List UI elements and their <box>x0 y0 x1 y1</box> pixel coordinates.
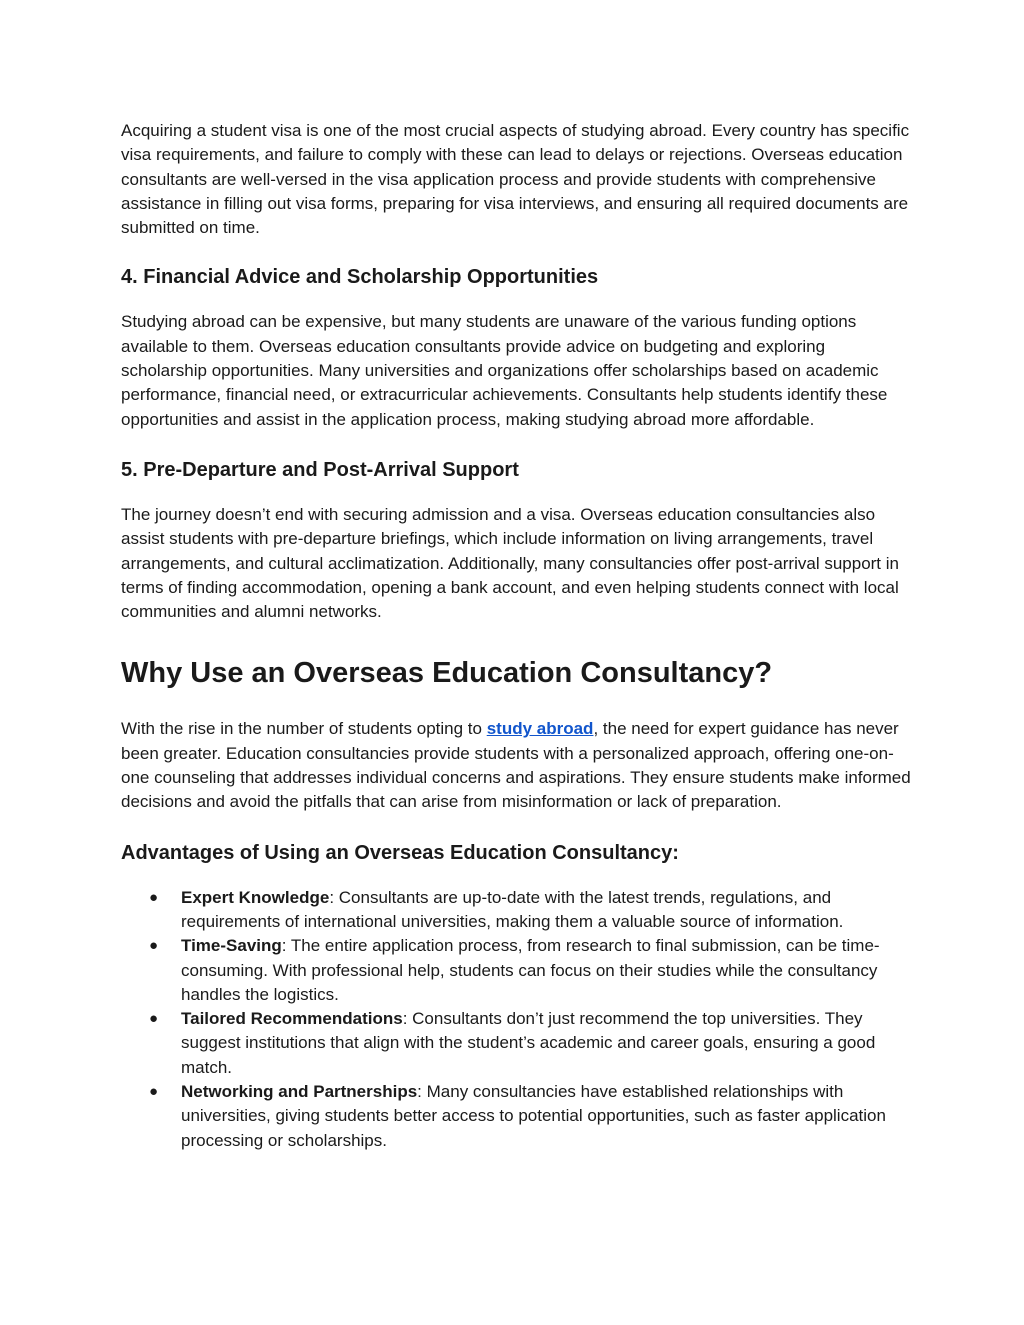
advantages-list <box>121 886 911 1153</box>
bullet-icon: ● <box>149 1083 159 1101</box>
list-item-text: : Consultants are up-to-date with the latest trends, regulations, and requirements of international universities, making them a valuable source of information. <box>181 887 844 931</box>
heading-advantages: Advantages of Using an Overseas Education Consultancy: <box>121 841 679 864</box>
section-heading-financial-advice: 4. Financial Advice and Scholarship Opportunities <box>121 266 599 289</box>
why-text-after-link: , the need for expert guidance has never been greater. Education consultancies provide students with a personalized approach, offering one-on-one counseling that addresses individual concerns and aspirations. They ensure students make informed decisions and avoid the pitfalls that can arise from misinformation or lack of preparation. <box>121 719 911 812</box>
list-item-expert-knowledge <box>149 886 911 935</box>
list-item-term: Tailored Recommendations <box>181 1009 403 1029</box>
list-item-networking-partnerships <box>149 1080 911 1153</box>
pre-departure-paragraph: The journey doesn’t end with securing admission and a visa. Overseas education consultancies also assist students with pre-departure briefings, which include information on living arrangements, travel arrangements, and cultural acclimatization. Additionally, many consultancies offer post-arrival support in terms of finding accommodation, opening a bank account, and even helping students connect with local communities and alumni networks. <box>121 504 899 622</box>
study-abroad-link[interactable]: study abroad <box>486 719 594 739</box>
why-text-before-link: With the rise in the number of students opting to <box>121 719 487 739</box>
list-item-text: : The entire application process, from research to final submission, can be time-consuming. With professional help, students can focus on their studies while the consultancy handles the logistics. <box>181 936 880 1004</box>
section-heading-pre-departure: 5. Pre-Departure and Post-Arrival Support <box>121 458 519 481</box>
financial-advice-paragraph: Studying abroad can be expensive, but many students are unaware of the various funding options available to them. Overseas education consultants provide advice on budgeting and exploring scholarship opportunities. Many universities and organizations offer scholarships based on academic performance, financial need, or extracurricular achievements. Consultants help students identify these opportunities and assist in the application process, making studying abroad more affordable. <box>121 312 888 429</box>
bullet-icon: ● <box>149 1010 159 1028</box>
list-item-time-saving <box>149 934 911 1007</box>
list-item-text: : Consultants don’t just recommend the top universities. They suggest institutions that align with the student’s academic and career goals, ensuring a good match. <box>181 1009 876 1077</box>
why-use-paragraph <box>121 717 911 814</box>
list-item-term: Networking and Partnerships <box>181 1082 418 1102</box>
bullet-icon: ● <box>149 888 159 906</box>
document-page <box>121 119 911 1153</box>
list-item-text: : Many consultancies have established relationships with universities, giving students better access to potential opportunities, such as faster application processing or scholarships. <box>181 1082 886 1150</box>
list-item-term: Expert Knowledge <box>181 887 330 907</box>
visa-paragraph: Acquiring a student visa is one of the most crucial aspects of studying abroad. Every country has specific visa requirements, and failure to comply with these can lead to delays or rejections. Overseas education consultants are well-versed in the visa application process and provide students with comprehensive assistance in filling out visa forms, preparing for visa interviews, and ensuring all required documents are submitted on time. <box>121 121 910 238</box>
heading-why-use-consultancy: Why Use an Overseas Education Consultancy? <box>121 657 773 690</box>
bullet-icon: ● <box>149 937 159 955</box>
list-item-term: Time-Saving <box>181 936 282 956</box>
list-item-tailored-recommendations <box>149 1007 911 1080</box>
